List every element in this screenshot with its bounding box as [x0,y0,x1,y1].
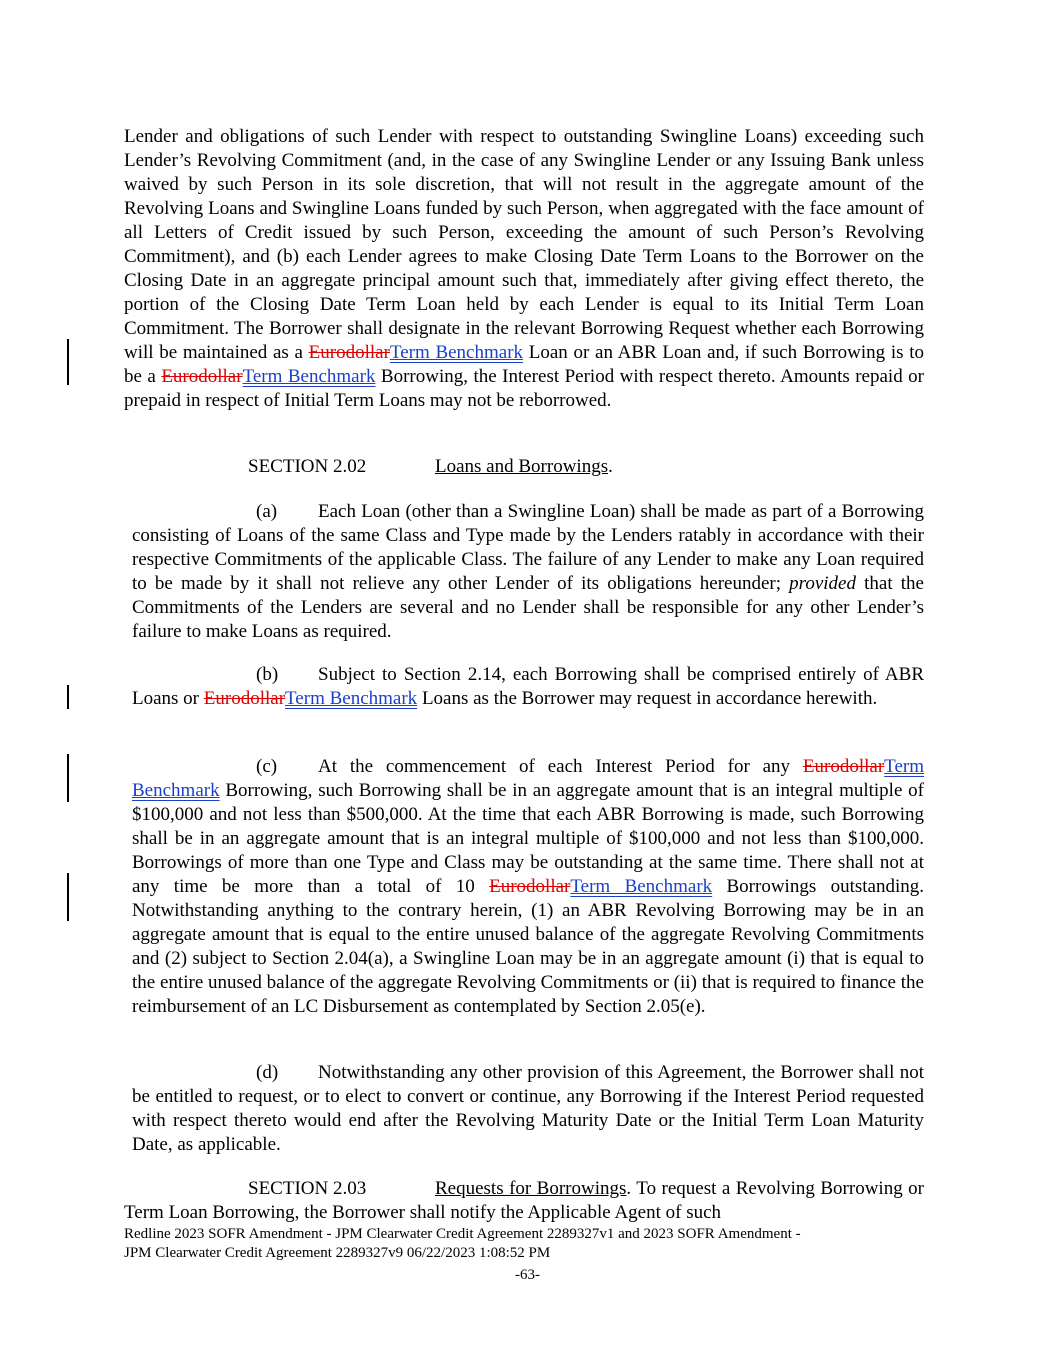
text-run: Subject to Section 2.14, each Borrowing shall be comprised entirely of ABR Loans or [132,664,924,709]
section-text: . To request a Revolving Borrowing or Term Loan Borrowing, the Borrower shall notify the Applicable Agent of such [124,1178,925,1223]
text-run: Borrowing, such Borrowing shall be in an aggregate amount that is an integral multiple of $100,000 and not less than $500,000. At the time that each ABR Borrowing is made, such Borrowing shall be in an aggregate amount that is an integral multiple of $100,000 and not less than $100,000. Borrowings of more than one Type and Class may be outstanding at the same time. There shall not at any time be more than a total of 10 [132,780,924,897]
paragraph-label: (a) [256,501,278,522]
paragraph-text [132,756,924,1017]
deleted-text: Eurodollar [489,876,571,897]
inserted-text: Term Benchmark [285,688,418,709]
paragraph-text [132,501,924,642]
text-run: Borrowings outstanding. Notwithstanding anything to the contrary herein, (1) an ABR Revolving Borrowing may be in an aggregate amount that is equal to the entire unused balance of the aggregate Revolving Commitments and (2) subject to Section 2.04(a), a Swingline Loan may be in an aggregate amount (i) that is equal to the entire unused balance of the aggregate Revolving Commitments or (ii) that is required to finance the reimbursement of an LC Disbursement as contemplated by Section 2.05(e). [132,876,925,1017]
deleted-text: Eurodollar [308,342,390,363]
italic-text: provided [789,573,856,594]
paragraph-label: (d) [256,1062,279,1083]
text-run: that the Commitments of the Lenders are several and no Lender shall be responsible for any other Lender’s failure to make Loans as required. [132,573,924,642]
text-run: Loan or an ABR Loan and, if such Borrowing is to be a [124,342,924,387]
inserted-text: Term Benchmark [570,876,713,897]
footer-line-1: Redline 2023 SOFR Amendment - JPM Clearwater Credit Agreement 2289327v1 and 2023 SOFR Amendment - [124,1226,801,1242]
inserted-text: Term Benchmark [132,756,924,801]
change-bar [67,685,69,709]
text-run: Lender and obligations of such Lender with respect to outstanding Swingline Loans) exceeding such Lender’s Revolving Commitment (and, in the case of any Swingline Lender or any Issuing Bank unless waived by such Person in its sole discretion, that will not result in the aggregate amount of the Revolving Loans and Swingline Loans funded by such Person, when aggregated with the face amount of all Letters of Credit issued by such Person, exceeding the amount of such Person’s Revolving Commitment), and (b) each Lender agrees to make Closing Date Term Loans to the Borrower on the Closing Date in an aggregate principal amount such that, immediately after giving effect thereto, the portion of the Closing Date Term Loan held by each Lender is equal to its Initial Term Loan Commitment. The Borrower shall designate in the relevant Borrowing Request whether each Borrowing will be maintained as a [124,126,924,363]
section-2-03-paragraph [124,1177,924,1225]
change-bar [67,873,69,921]
document-footer [124,1225,924,1263]
deleted-text: Eurodollar [203,688,286,709]
change-bar [67,754,69,802]
text-run: Loans as the Borrower may request in accordance herewith. [417,688,878,709]
footer-line-2: JPM Clearwater Credit Agreement 2289327v9 06/22/2023 1:08:52 PM [124,1245,551,1261]
section-title-suffix: . [608,456,613,477]
text-run: Borrowing, the Interest Period with respect thereto. Amounts repaid or prepaid in respect of Initial Term Loans may not be reborrowed. [124,366,924,411]
paragraph-label: (c) [256,756,278,777]
deleted-text: Eurodollar [161,366,243,387]
section-2-02-heading [248,455,613,479]
text-run: Each Loan (other than a Swingline Loan) shall be made as part of a Borrowing consisting of Loans of the same Class and Type made by the Lenders ratably in accordance with their respective Commitments of the applicable Class. The failure of any Lender to make any Loan required to be made by it shall not relieve any other Lender of its obligations hereunder; [132,501,924,594]
paragraph-text [132,1062,924,1155]
section-title: Loans and Borrowings [435,456,609,477]
paragraph-b [132,663,924,711]
top-paragraph [124,125,924,413]
paragraph-d [132,1061,924,1157]
section-title: Requests for Borrowings [435,1178,627,1199]
section-number: SECTION 2.02 [248,456,367,477]
inserted-text: Term Benchmark [389,342,524,363]
paragraph-a [132,500,924,644]
change-bar [67,339,69,385]
paragraph-text [132,664,924,709]
text-run: At the commencement of each Interest Period for any [318,756,803,777]
paragraph-c [132,755,924,1019]
text-run: Notwithstanding any other provision of this Agreement, the Borrower shall not be entitled to request, or to elect to convert or continue, any Borrowing if the Interest Period requested with respect thereto would end after the Revolving Maturity Date or the Initial Term Loan Maturity Date, as applicable. [132,1062,924,1155]
deleted-text: Eurodollar [802,756,885,777]
inserted-text: Term Benchmark [242,366,376,387]
paragraph-label: (b) [256,664,279,685]
page-number: -63- [515,1267,540,1283]
section-number: SECTION 2.03 [248,1178,367,1199]
